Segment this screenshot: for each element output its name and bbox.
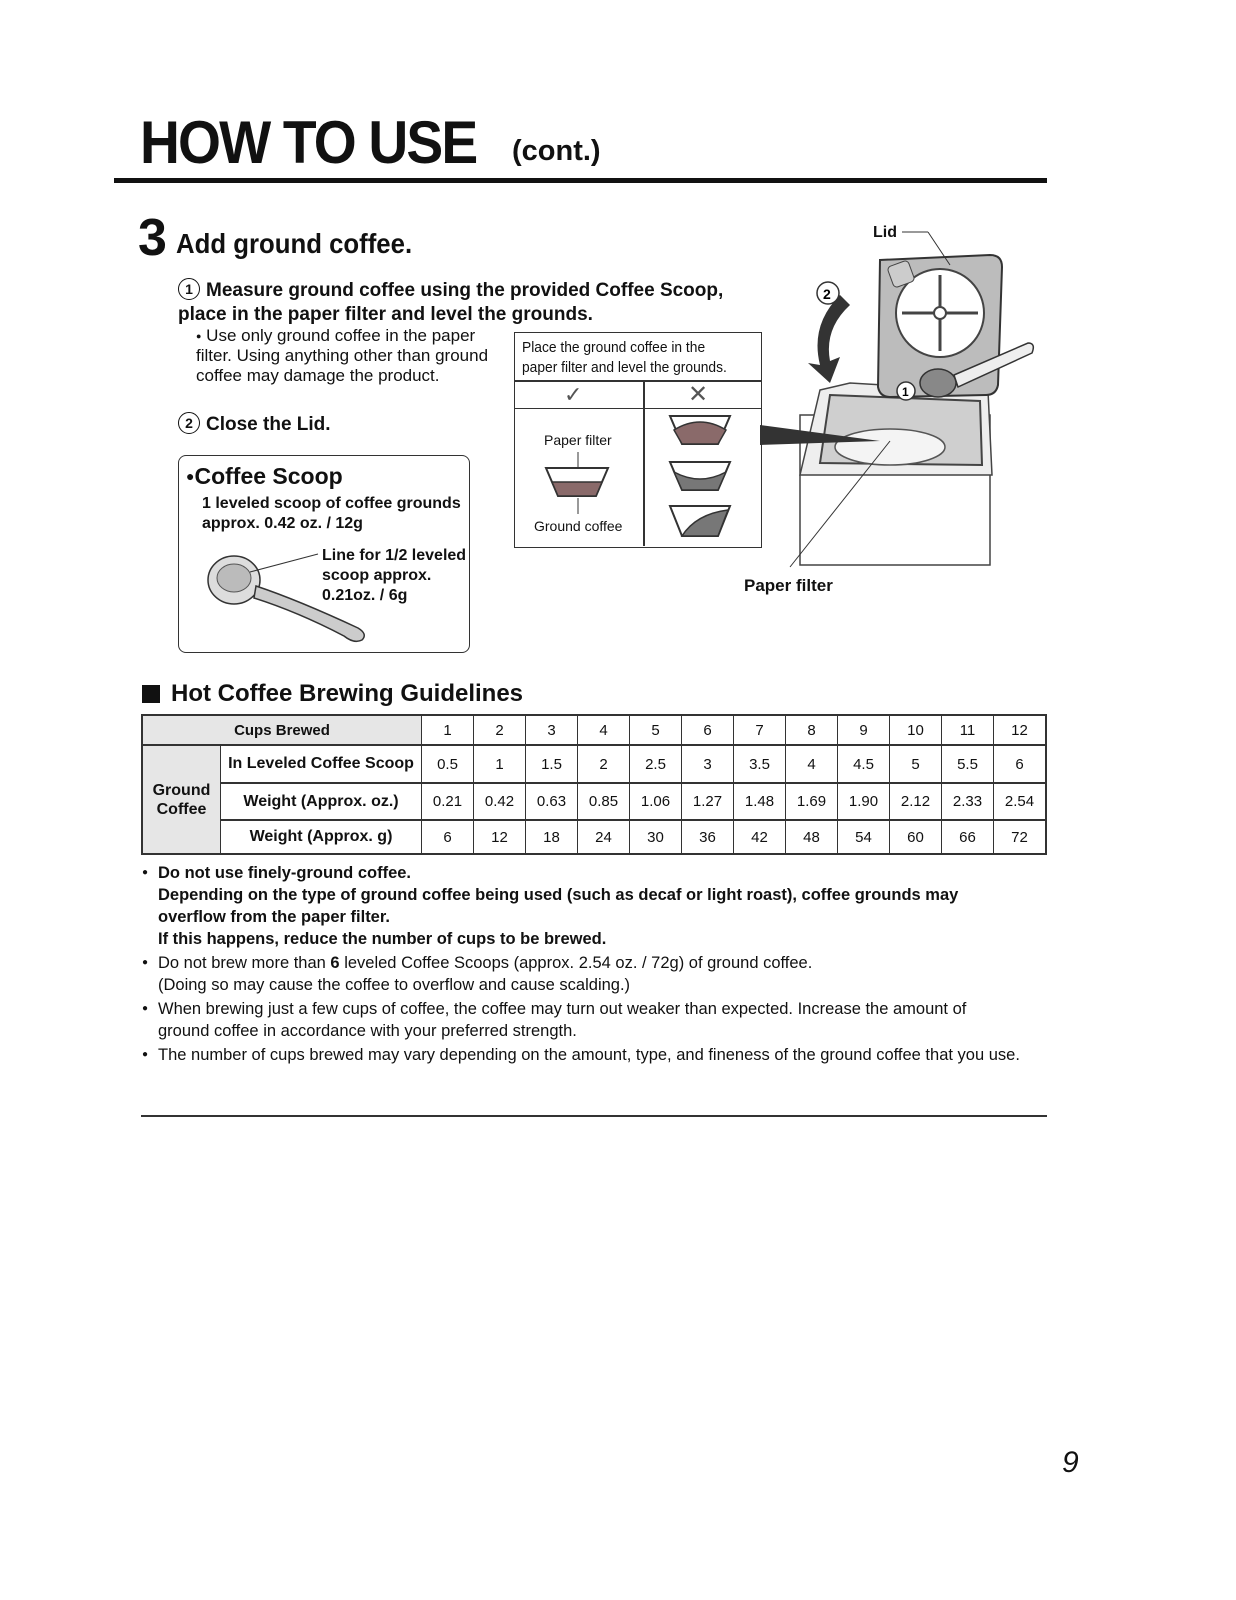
table-row-scoops: [142, 745, 1046, 783]
gram-cell: 60: [890, 820, 942, 854]
oz-cell: 1.90: [838, 783, 890, 820]
oz-cell: 2.12: [890, 783, 942, 820]
machine-marker-2: 2: [823, 286, 831, 302]
cups-header-text: Cups Brewed: [234, 721, 330, 739]
cups-cell: 7: [734, 715, 786, 745]
brewing-guidelines-table: [141, 714, 1047, 855]
note-1-line2: Depending on the type of ground coffee being used (such as decaf or light roast), coffee grounds may overflow from the paper filter.: [158, 886, 959, 926]
page-title: HOW TO USE: [140, 109, 477, 176]
scoop-cell: 1: [474, 745, 526, 783]
scoop-cell: 5: [890, 745, 942, 783]
substep-1-marker: 1: [178, 278, 200, 300]
half-scoop-line-note: [322, 546, 472, 606]
step-title: Add ground coffee.: [176, 228, 413, 259]
paper-filter-instruction: Place the ground coffee in the paper filter and level the grounds.: [522, 339, 727, 376]
oz-cell: 1.48: [734, 783, 786, 820]
scoop-cell: 2: [578, 745, 630, 783]
oz-cell: 0.21: [422, 783, 474, 820]
note-item: [142, 1044, 1022, 1066]
substep-1-bullet: [196, 326, 506, 386]
step-number: 3: [138, 209, 167, 267]
cups-cell: 11: [942, 715, 994, 745]
note-2-num: 6: [330, 954, 340, 972]
scoop-cell: 4.5: [838, 745, 890, 783]
table-row-oz: [142, 783, 1046, 820]
cups-header: [142, 715, 422, 745]
cups-cell: 1: [422, 715, 474, 745]
bullet-icon: ●: [186, 468, 195, 484]
substep-1: [178, 278, 758, 327]
ground-coffee-line1: Ground: [152, 781, 211, 799]
lid-label: Lid: [873, 224, 897, 241]
gram-cell: 72: [994, 820, 1047, 854]
bullet-icon: ●: [196, 331, 202, 341]
filter-illustrations: [516, 410, 760, 544]
oz-cell: 0.63: [526, 783, 578, 820]
gram-cell: 42: [734, 820, 786, 854]
scoop-cell: 6: [994, 745, 1047, 783]
cross-icon: ✕: [688, 381, 709, 408]
note-item: [142, 952, 1022, 996]
oz-cell: 0.85: [578, 783, 630, 820]
cups-cell: 9: [838, 715, 890, 745]
note-1-title: ● Do not use finely-ground coffee.: [158, 864, 412, 882]
gram-cell: 66: [942, 820, 994, 854]
cups-cell: 2: [474, 715, 526, 745]
page-number: 9: [1062, 1446, 1079, 1479]
ground-coffee-label: Ground coffee: [534, 518, 623, 534]
note-item: [142, 998, 1022, 1042]
guidelines-title: Hot Coffee Brewing Guidelines: [171, 680, 524, 707]
oz-cell: 0.42: [474, 783, 526, 820]
note-2-a: Do not brew more than: [158, 954, 331, 972]
cups-cell: 4: [578, 715, 630, 745]
title-rule: [114, 178, 1047, 183]
gram-cell: 30: [630, 820, 682, 854]
row-label-oz: Weight (Approx. oz.): [221, 783, 422, 820]
table-row-cups: [142, 715, 1046, 745]
ground-coffee-label: [142, 745, 221, 854]
scoop-cell: 4: [786, 745, 838, 783]
note-2-b: leveled Coffee Scoops (approx. 2.54 oz. / 72g) of ground coffee.: [339, 954, 813, 972]
scoop-desc-line2: approx. 0.42 oz. / 12g: [202, 515, 363, 532]
scoop-cell: 1.5: [526, 745, 578, 783]
gram-cell: 6: [422, 820, 474, 854]
gram-cell: 48: [786, 820, 838, 854]
scoop-desc-line1: 1 leveled scoop of coffee grounds: [202, 495, 461, 512]
check-icon: ✓: [564, 382, 583, 407]
note-item: [142, 862, 1022, 950]
scoop-cell: 5.5: [942, 745, 994, 783]
coffee-maker-illustration: [760, 215, 1050, 575]
cups-cell: 10: [890, 715, 942, 745]
section-marker-icon: [142, 685, 160, 703]
page-title-suffix: (cont.): [512, 135, 601, 167]
row-label-grams: Weight (Approx. g): [221, 820, 422, 854]
scoop-cell: 2.5: [630, 745, 682, 783]
machine-marker-1: 1: [902, 385, 909, 399]
notes-list: [142, 862, 1022, 1068]
oz-cell: 1.69: [786, 783, 838, 820]
cups-cell: 12: [994, 715, 1047, 745]
oz-cell: 1.06: [630, 783, 682, 820]
note-2-line2: (Doing so may cause the coffee to overflow and cause scalding.): [158, 976, 631, 994]
substep-2-text: Close the Lid.: [206, 414, 331, 435]
gram-cell: 24: [578, 820, 630, 854]
substep-2-marker: 2: [178, 412, 200, 434]
oz-cell: 2.54: [994, 783, 1047, 820]
row-label-scoops: In Leveled Coffee Scoop: [221, 745, 422, 783]
machine-paper-filter-label: Paper filter: [744, 576, 833, 595]
paper-filter-label: Paper filter: [544, 432, 612, 448]
note-4: ● The number of cups brewed may vary depending on the amount, type, and fineness of the ground coffee that you use.: [158, 1046, 1020, 1064]
cups-cell: 8: [786, 715, 838, 745]
divider: [514, 408, 762, 409]
bullet-text: Use only ground coffee in the paper filter. Using anything other than ground coffee may damage the product.: [196, 326, 489, 385]
gram-cell: 54: [838, 820, 890, 854]
coffee-scoop-title: [186, 463, 343, 490]
substep-2: [178, 412, 331, 436]
bottom-rule: [141, 1115, 1047, 1117]
substep-1-text: Measure ground coffee using the provided Coffee Scoop, place in the paper filter and level the grounds.: [178, 280, 724, 325]
cups-cell: 5: [630, 715, 682, 745]
half-line-text3: 0.21oz. / 6g: [322, 587, 408, 604]
divider: [514, 380, 762, 382]
scoop-cell: 3: [682, 745, 734, 783]
oz-cell: 1.27: [682, 783, 734, 820]
oz-cell: 2.33: [942, 783, 994, 820]
cups-cell: 6: [682, 715, 734, 745]
gram-cell: 18: [526, 820, 578, 854]
note-1-line3: If this happens, reduce the number of cups to be brewed.: [158, 930, 607, 948]
coffee-scoop-title-text: Coffee Scoop: [194, 463, 343, 489]
note-3: ● When brewing just a few cups of coffee, the coffee may turn out weaker than expected. Increase the amount of ground coffee in accordance with your preferred strength.: [158, 1000, 967, 1040]
cups-cell: 3: [526, 715, 578, 745]
coffee-scoop-description: [202, 494, 472, 534]
scoop-cell: 0.5: [422, 745, 474, 783]
gram-cell: 36: [682, 820, 734, 854]
ground-coffee-line2: Coffee: [156, 800, 207, 818]
half-line-text2: scoop approx.: [322, 567, 432, 584]
gram-cell: 12: [474, 820, 526, 854]
scoop-cell: 3.5: [734, 745, 786, 783]
note-2-line1: [158, 952, 1022, 974]
half-line-text1: Line for 1/2 leveled: [322, 547, 467, 564]
table-row-grams: [142, 820, 1046, 854]
